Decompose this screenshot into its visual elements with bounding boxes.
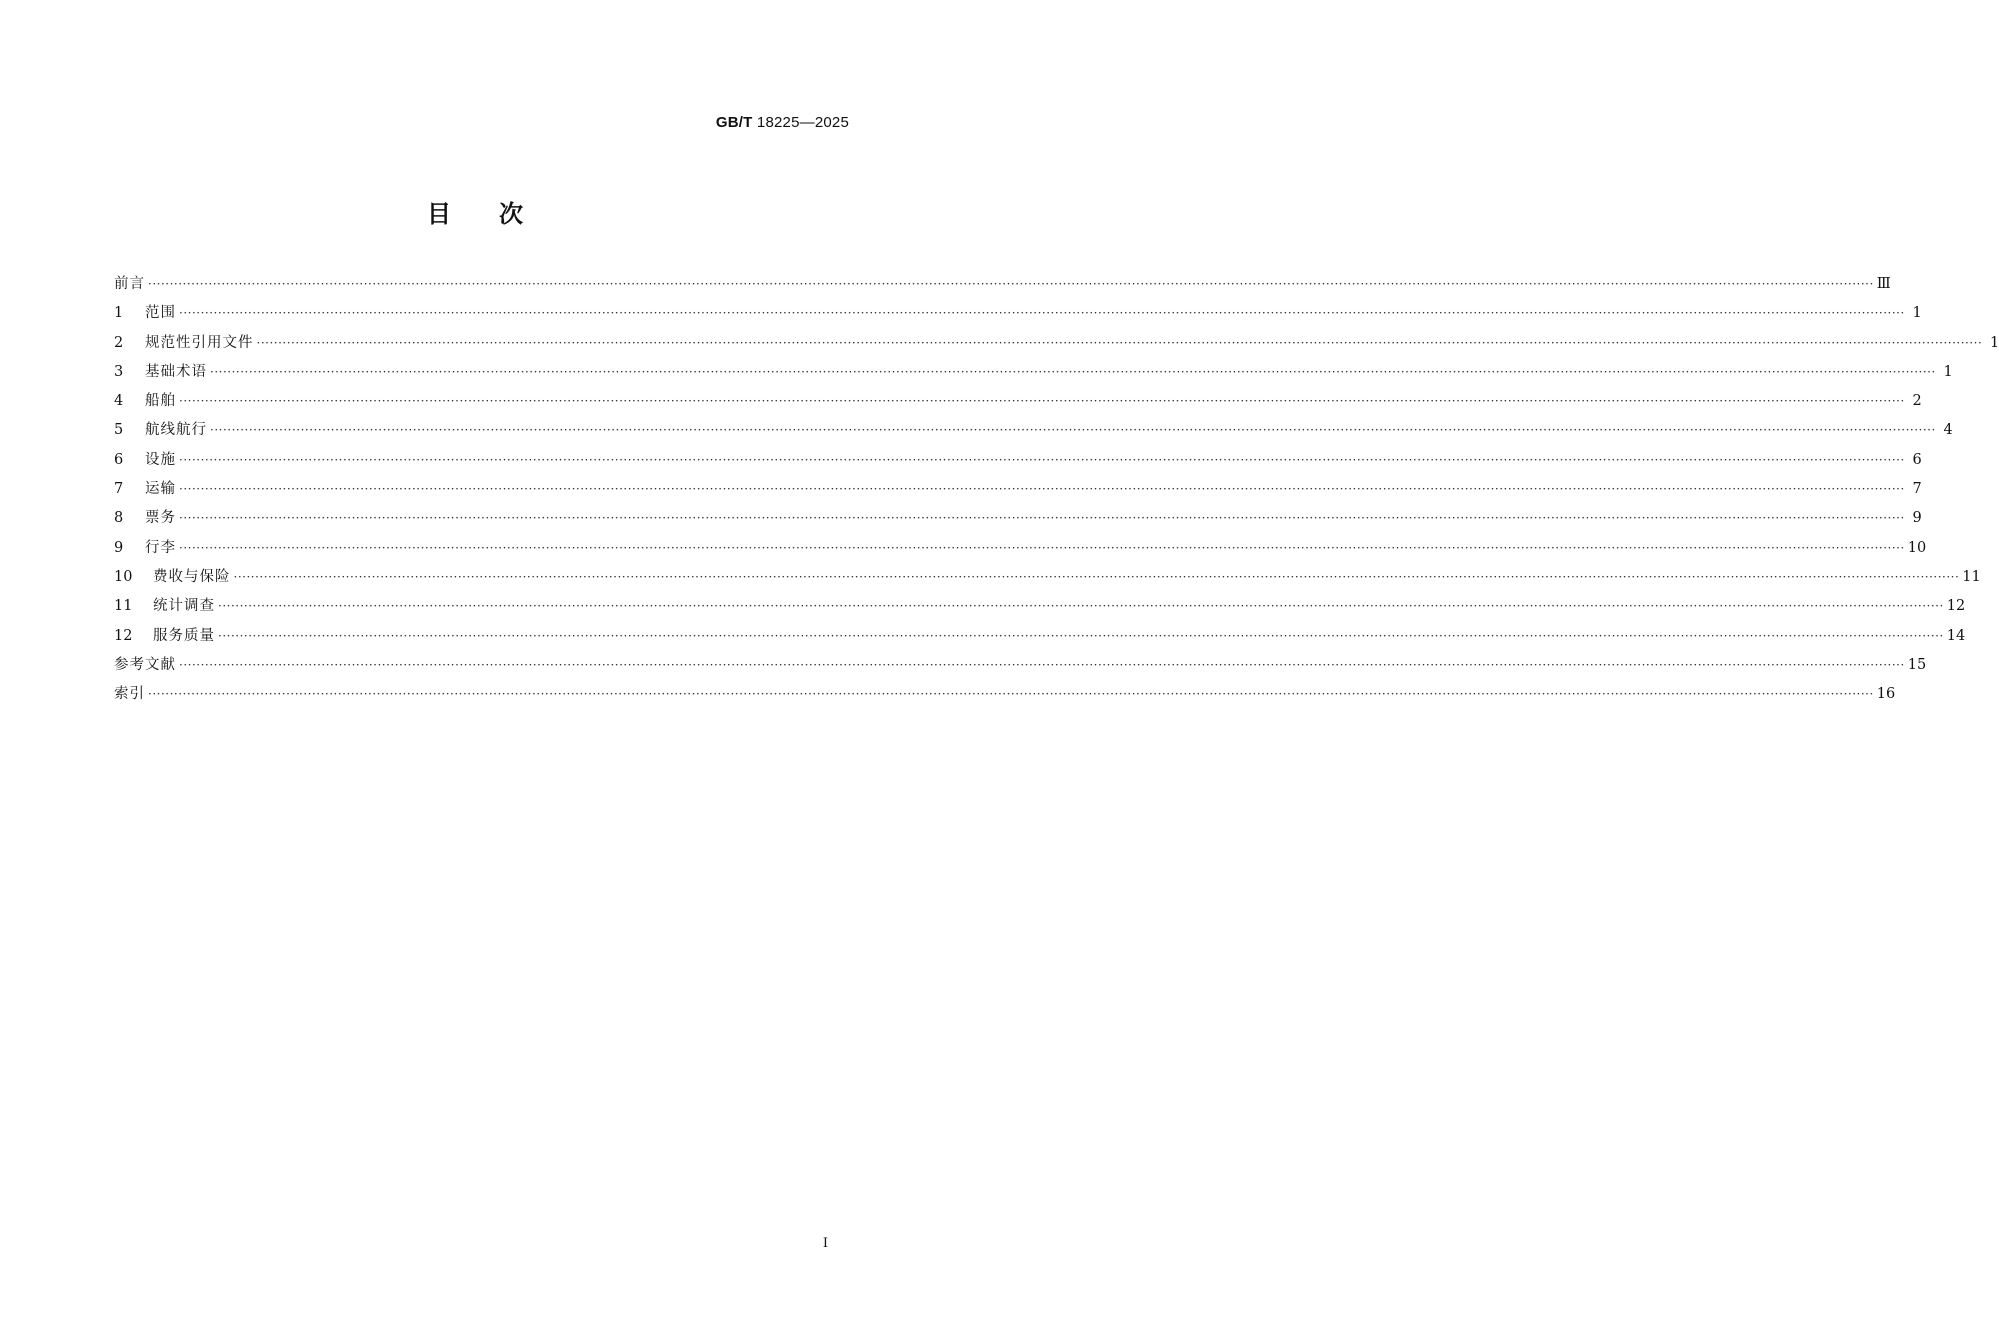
toc-entry[interactable]	[114, 592, 1966, 621]
toc-entry-page: 1	[1943, 363, 1953, 380]
toc-leader-dots: ················································································································································································································································································································································································································	[179, 540, 1905, 555]
toc-entry[interactable]	[114, 651, 1927, 680]
toc-entry-label: 索引	[114, 686, 145, 703]
standard-number: 18225—2025	[756, 114, 849, 131]
toc-entry[interactable]	[114, 358, 1953, 387]
toc-leader-dots: ················································································································································································································································································································································································································	[210, 423, 1936, 438]
toc-entry[interactable]	[114, 475, 1922, 504]
toc-leader-dots: ················································································································································································································································································································································································································	[179, 511, 1905, 526]
toc-entry-number: 7	[114, 481, 124, 498]
toc-entry-label: 航线航行	[145, 422, 207, 439]
toc-entry-label: 参考文献	[114, 656, 176, 673]
toc-entry-label: 票务	[145, 510, 176, 527]
toc-entry-number: 10	[114, 568, 133, 585]
toc-entry-page: 14	[1946, 627, 1966, 644]
toc-entry-page: 1	[1912, 305, 1922, 322]
toc-entry-label: 服务质量	[153, 627, 215, 644]
toc-entry[interactable]	[114, 563, 1981, 592]
toc-entry-page: Ⅲ	[1876, 276, 1891, 292]
toc-leader-dots: ················································································································································································································································································································································································································	[218, 599, 1944, 614]
page-title: 目次	[427, 200, 571, 228]
toc-leader-dots: ················································································································································································································································································································································································································	[256, 335, 1983, 350]
toc-entry[interactable]	[114, 446, 1922, 475]
toc-entry-label: 运输	[145, 481, 176, 498]
toc-entry-label: 基础术语	[145, 363, 207, 380]
toc-leader-dots: ················································································································································································································································································································································································································	[218, 628, 1944, 643]
toc-entry-page: 9	[1912, 510, 1922, 527]
toc-leader-dots: ················································································································································································································································································································································································································	[233, 569, 1960, 584]
toc-entry-label: 行李	[145, 539, 176, 556]
toc-entry-number: 2	[114, 334, 124, 351]
toc-entry-page: 11	[1962, 568, 1981, 585]
toc-entry[interactable]	[114, 622, 1966, 651]
toc-entry-number: 5	[114, 422, 124, 439]
toc-entry-number: 9	[114, 539, 124, 556]
toc-entry-page: 7	[1912, 481, 1922, 498]
toc-entry-page: 1	[1990, 334, 1999, 351]
toc-entry-label: 范围	[145, 305, 176, 322]
toc-leader-dots: ················································································································································································································································································································································································································	[179, 657, 1905, 672]
toc-entry[interactable]	[114, 680, 1896, 709]
folio-page-number: Ⅰ	[822, 1236, 828, 1251]
toc-entry-number: 11	[114, 598, 133, 615]
toc-entry-page: 10	[1907, 539, 1927, 556]
toc-leader-dots: ················································································································································································································································································································································································································	[148, 687, 1874, 702]
toc-entry-number: 3	[114, 363, 124, 380]
toc-leader-dots: ················································································································································································································································································································································································································	[148, 277, 1874, 291]
toc-entry[interactable]	[114, 329, 1999, 358]
standard-prefix: GB/T	[715, 114, 753, 131]
toc-leader-dots: ················································································································································································································································································································································································································	[179, 452, 1905, 467]
toc-entry-label: 规范性引用文件	[145, 334, 254, 351]
toc-entry-label: 前言	[114, 276, 145, 292]
toc-leader-dots: ················································································································································································································································································································································································································	[179, 394, 1905, 409]
toc-entry[interactable]	[114, 387, 1922, 416]
toc-entry[interactable]	[114, 416, 1953, 445]
toc-entry-number: 4	[114, 393, 124, 410]
standard-code	[716, 114, 849, 131]
toc-entry-page: 15	[1907, 656, 1927, 673]
toc-entry-number: 8	[114, 510, 124, 527]
toc-entry-number: 12	[114, 627, 133, 644]
toc-entry-page: 12	[1946, 598, 1966, 615]
toc-entry-label: 费收与保险	[153, 568, 231, 585]
toc-entry-page: 6	[1912, 451, 1922, 468]
toc-leader-dots: ················································································································································································································································································································································································································	[210, 364, 1936, 379]
table-of-contents	[114, 270, 1999, 709]
toc-entry[interactable]	[114, 270, 1891, 299]
toc-entry[interactable]	[114, 534, 1927, 563]
toc-leader-dots: ················································································································································································································································································································································································································	[179, 306, 1905, 321]
toc-entry-page: 4	[1943, 422, 1953, 439]
toc-leader-dots: ················································································································································································································································································································································································································	[179, 482, 1905, 497]
toc-entry-number: 1	[114, 305, 124, 322]
toc-entry-number: 6	[114, 451, 124, 468]
toc-entry-label: 统计调查	[153, 598, 215, 615]
toc-entry[interactable]	[114, 504, 1922, 533]
toc-entry-label: 设施	[145, 451, 176, 468]
toc-entry[interactable]	[114, 299, 1922, 328]
toc-entry-page: 2	[1912, 393, 1922, 410]
toc-entry-label: 船舶	[145, 393, 176, 410]
toc-entry-page: 16	[1876, 686, 1896, 703]
